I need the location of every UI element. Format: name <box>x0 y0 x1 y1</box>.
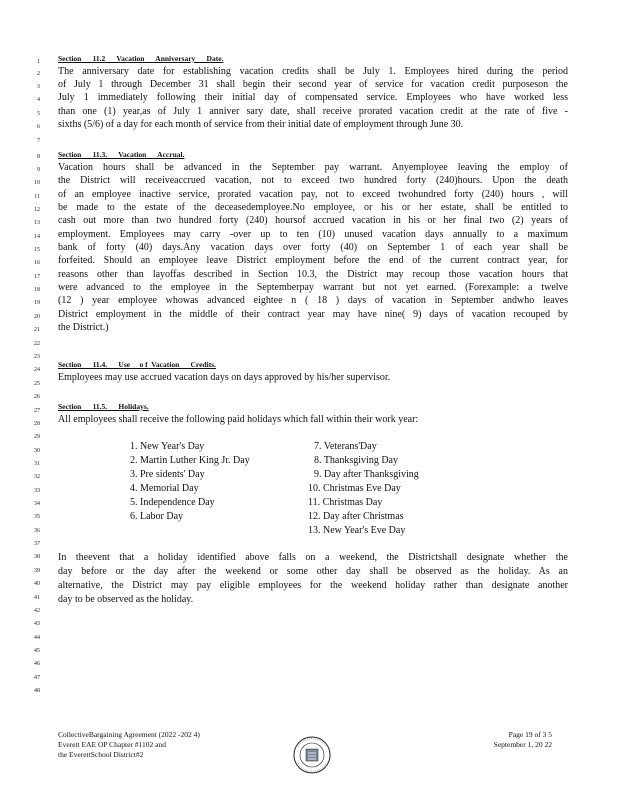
holiday-item: 9. Day after Thanksgiving <box>314 469 419 480</box>
line-number: 6 <box>37 124 40 130</box>
holiday-item: 2. Martin Luther King Jr. Day <box>130 455 250 466</box>
line-number: 34 <box>34 501 40 507</box>
footer-left-line: the EverettSchool District#2 <box>58 750 144 759</box>
holiday-item: 7. Veterans'Day <box>314 441 377 452</box>
holiday-item: 8. Thanksgiving Day <box>314 455 398 466</box>
line-number: 28 <box>34 421 40 427</box>
holiday-item: 6. Labor Day <box>130 511 184 522</box>
line-number: 14 <box>34 234 40 240</box>
section-11-2-heading: Section 11.2 Vacation Anniversary Date. <box>58 54 224 63</box>
holiday-item: 11. Christmas Day <box>308 497 383 508</box>
holiday-item: 12. Day after Christmas <box>308 511 404 522</box>
section-11-5-weekend-line: alternative, the District may pay eligible employees for the weekend holiday rather than designate another <box>58 580 568 591</box>
line-number: 1 <box>37 59 40 65</box>
line-number: 2 <box>37 71 40 77</box>
line-number: 41 <box>34 595 40 601</box>
line-number: 19 <box>34 300 40 306</box>
line-number: 42 <box>34 608 40 614</box>
line-number: 38 <box>34 554 40 560</box>
line-number: 46 <box>34 661 40 667</box>
line-number: 40 <box>34 581 40 587</box>
section-11-3-line: (12 ) year employee whowas advanced eightee n ( 18 ) days of vacation in September andwho leaves <box>58 295 568 306</box>
section-11-4-heading: Section 11.4. Use o f Vacation Credits. <box>58 360 216 369</box>
line-number: 25 <box>34 381 40 387</box>
line-number: 47 <box>34 675 40 681</box>
footer-left-line: Everett EAE OP Chapter #1102 and <box>58 740 166 749</box>
holiday-item: 1. New Year's Day <box>130 441 205 452</box>
section-11-3-line: be made to the estate of the deceasedemployee.No employee, or his or her estate, shall be entitled to <box>58 202 568 213</box>
footer-page-number: Page 19 of 3 5 <box>508 730 552 739</box>
line-number: 31 <box>34 461 40 467</box>
section-11-2-line: The anniversary date for establishing vacation credits shall be July 1. Employees hired during the period <box>58 66 568 77</box>
seal-logo-icon <box>292 735 332 775</box>
line-number: 11 <box>34 194 40 200</box>
line-number: 10 <box>34 180 40 186</box>
section-11-5-weekend-line: In theevent that a holiday identified above falls on a weekend, the Districtshall designate whether the <box>58 552 568 563</box>
line-number: 4 <box>37 97 40 103</box>
holiday-item: 5. Independence Day <box>130 497 215 508</box>
line-number: 13 <box>34 220 40 226</box>
section-11-5-weekend-line: day to be observed as the holiday. <box>58 594 194 605</box>
holiday-item: 3. Pre sidents' Day <box>130 469 205 480</box>
line-number: 18 <box>34 287 40 293</box>
line-number: 44 <box>34 635 40 641</box>
section-11-3-line: employment. Employees may carry -over up to ten (10) unused vacation days annually to a maximum <box>58 229 568 240</box>
line-number: 17 <box>34 274 40 280</box>
line-number: 33 <box>34 488 40 494</box>
line-number: 12 <box>34 207 40 213</box>
footer-left-line: CollectiveBargaining Agreement (2022 -202 4) <box>58 730 200 739</box>
line-number: 43 <box>34 621 40 627</box>
line-number: 39 <box>34 568 40 574</box>
line-number: 15 <box>34 247 40 253</box>
line-number: 37 <box>34 541 40 547</box>
line-number: 36 <box>34 528 40 534</box>
line-number: 24 <box>34 367 40 373</box>
line-number: 5 <box>37 111 40 117</box>
line-number: 32 <box>34 474 40 480</box>
section-11-3-line: District employment in the middle of their contract year may have nine( 9) days of vacation recouped by <box>58 309 568 320</box>
section-11-3-line: Vacation hours shall be advanced in the September pay warrant. Anyemployee leaving the employ of <box>58 162 568 173</box>
line-number: 8 <box>37 154 40 160</box>
section-11-5-heading: Section 11.5. Holidays. <box>58 402 149 411</box>
line-number: 20 <box>34 314 40 320</box>
section-11-3-line: reasons other than layoffas described in Section 10.3, the District may recoup those vacation hours that <box>58 269 568 280</box>
line-number: 48 <box>34 688 40 694</box>
line-number: 16 <box>34 260 40 266</box>
line-number: 29 <box>34 434 40 440</box>
line-number: 30 <box>34 448 40 454</box>
line-number: 23 <box>34 354 40 360</box>
line-number: 22 <box>34 341 40 347</box>
holiday-item: 4. Memorial Day <box>130 483 199 494</box>
line-number: 45 <box>34 648 40 654</box>
section-11-3-line: of an employee inactive service, prorated vacation pay, not to exceed twohundred forty (240) hours , will <box>58 189 568 200</box>
line-number: 21 <box>34 327 40 333</box>
footer-date: September 1, 20 22 <box>493 740 552 749</box>
section-11-4-line: Employees may use accrued vacation days on days approved by his/her supervisor. <box>58 372 391 383</box>
section-11-2-line: of July 1 through December 31 shall begin their second year of service for vacation credit purposeson the <box>58 79 568 90</box>
section-11-3-line: were advanced to the employee in the Septemberpay warrant but not yet earned. (Forexample: a twelve <box>58 282 568 293</box>
line-number: 26 <box>34 394 40 400</box>
section-11-3-line: cash out more than two hundred forty (240) hoursof accrued vacation in his or her final two (2) years of <box>58 215 568 226</box>
section-11-5-weekend-line: day before or the day after the weekend or some other day shall be observed as the holiday. As an <box>58 566 568 577</box>
holiday-item: 10. Christmas Eve Day <box>308 483 401 494</box>
line-number: 35 <box>34 514 40 520</box>
section-11-3-heading: Section 11.3. Vacation Accrual. <box>58 150 185 159</box>
section-11-3-line: forfeited. Should an employee leave District employment before the end of the current contract year, for <box>58 255 568 266</box>
holiday-item: 13. New Year's Eve Day <box>308 525 406 536</box>
line-number: 9 <box>37 167 40 173</box>
line-number: 27 <box>34 408 40 414</box>
section-11-3-line: the District will receiveaccrued vacation, not to exceed two hundred forty (240)hours. Upon the death <box>58 175 568 186</box>
section-11-3-line: the District.) <box>58 322 109 333</box>
section-11-2-line: than one (1) year,as of July 1 anniver sary date, shall receive prorated vacation credit at the rate of five - <box>58 106 568 117</box>
section-11-2-line: July 1 immediately following their initial day of compensated service. Employees who have worked less <box>58 92 568 103</box>
line-number: 3 <box>37 84 40 90</box>
section-11-3-line: bank of forty (40) days.Any vacation days over forty (40) on September 1 of each year shall be <box>58 242 568 253</box>
section-11-5-line: All employees shall receive the following paid holidays which fall within their work year: <box>58 414 419 425</box>
section-11-2-line: sixths (5/6) of a day for each month of service from their initial date of employment through June 30. <box>58 119 464 130</box>
line-number: 7 <box>37 138 40 144</box>
